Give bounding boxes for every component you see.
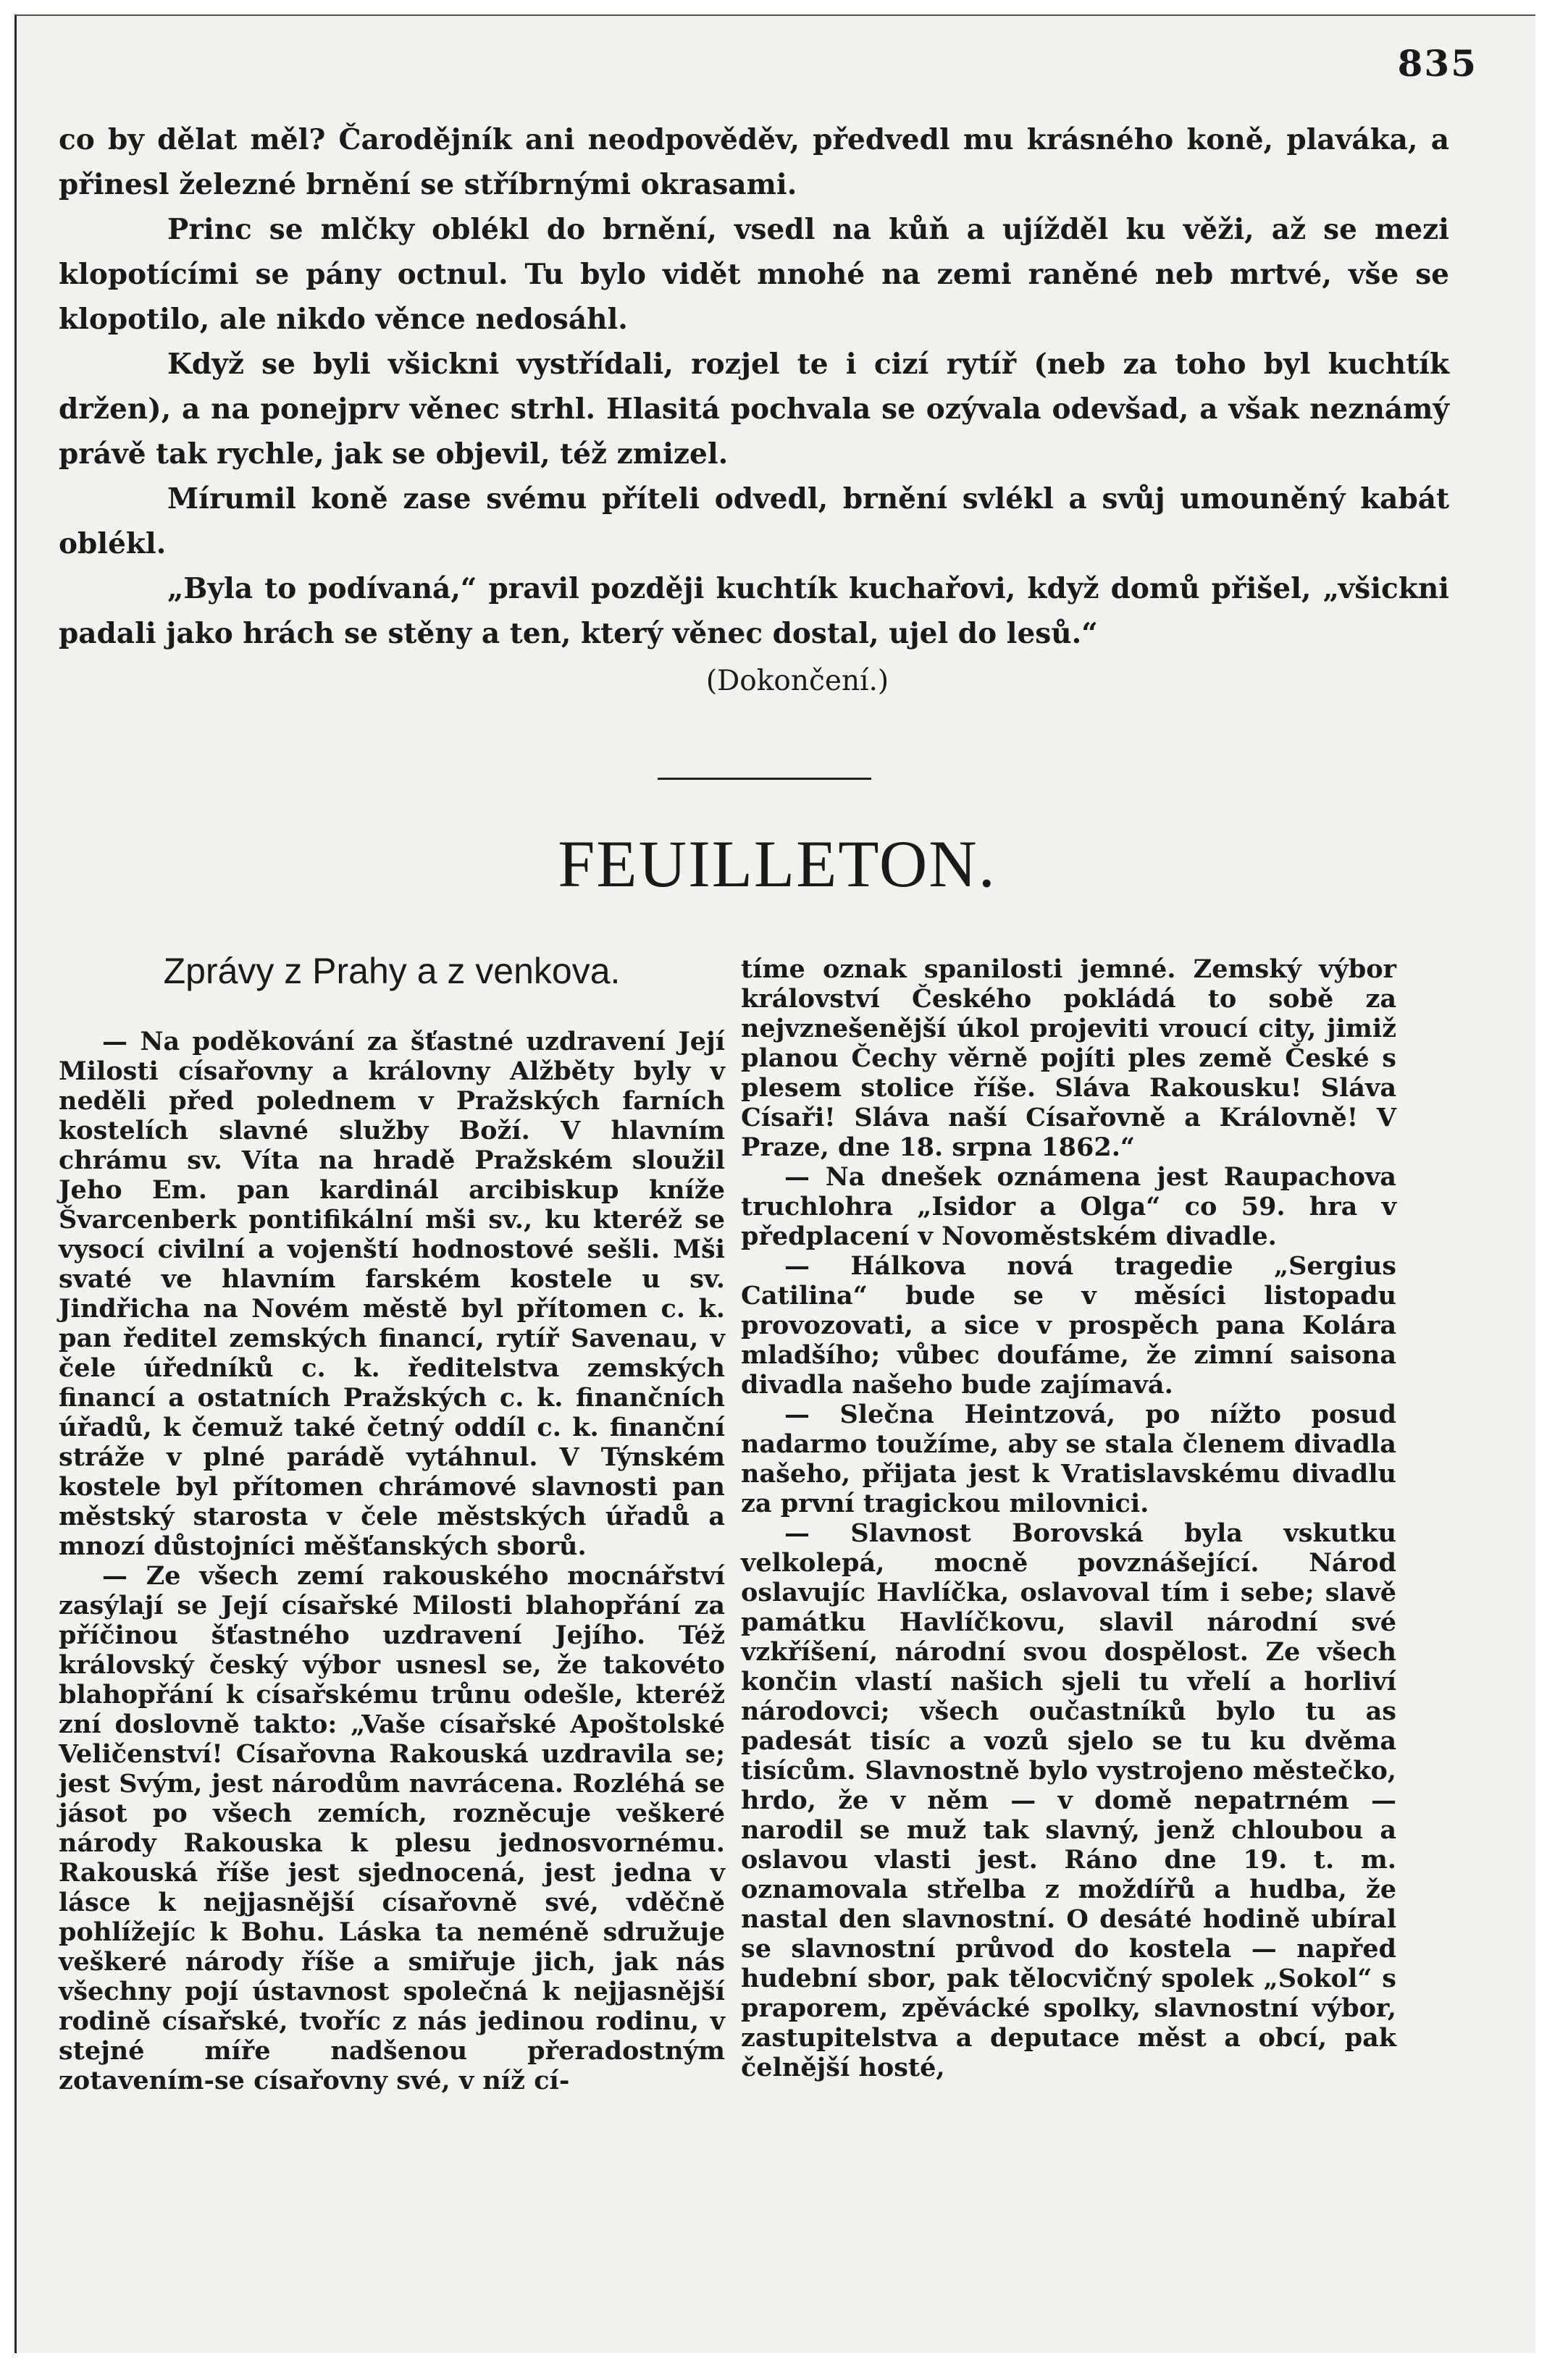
news-title: Zprávy z Prahy a z venkova. xyxy=(163,951,621,991)
news-item: — Ze všech zemí rakouského mocnářství zasýlají se Její císařské Milosti blahopřání za příčinou šťastného uzdravení Jejího. Též královský český výbor usnesl se, že takovéto blahopřání k císařskému trůnu odešle, kteréž zní doslovně takto: „Vaše císařské Apoštolské Veličenství! Císařovna Rakouská uzdravila se; jest Svým, jest národům navrácena. Rozléhá se jásot po všech zemích, rozněcuje veškeré národy Rakouska k plesu jednosvornému. Rakouská říše jest sjednocená, jest jedna v lásce k nejjasnější císařovně své, vděčně pohlížejíc k Bohu. Láska ta neméně sdružuje veškeré národy říše a smiřuje jich, jak nás všechny pojí ústavnost společná k nejjasnější rodině císařské, tvoříc z nás jedinou rodinu, v stejné míře nadšenou přeradostným zotavením-se císařovny své, v níž cí- xyxy=(59,1561,725,2095)
newspaper-page xyxy=(14,14,1535,2353)
story-paragraph: Princ se mlčky oblékl do brnění, vsedl na kůň a ujížděl ku věži, až se mezi klopotícími se pány octnul. Tu bylo vidět mnohé na zemi raněné neb mrtvé, vše se klopotilo, ale nikdo věnce nedosáhl. xyxy=(59,213,1449,336)
story-paragraph: Když se byli všickni vystřídali, rozjel te i cizí rytíř (neb za toho byl kuchtík držen), a na ponejprv věnec strhl. Hlasitá pochvala se ozývala odevšad, a však neznámý právě tak rychle, jak se objevil, též zmizel. xyxy=(59,348,1449,471)
news-item: — Na dnešek oznámena jest Raupachova truchlohra „Isidor a Olga“ co 59. hra v předplacení v Novoměstském divadle. xyxy=(741,1162,1396,1251)
story-paragraph: co by dělat měl? Čarodějník ani neodpověděv, předvedl mu krásného koně, plaváka, a přinesl železné brnění se stříbrnými okrasami. xyxy=(59,123,1449,201)
story-continuation xyxy=(59,117,1449,704)
news-item: — Slečna Heintzová, po nížto posud nadarmo toužíme, aby se stala členem divadla našeho, přijata jest k Vratislavskému divadlu za první tragickou milovnici. xyxy=(741,1400,1396,1518)
news-column-right xyxy=(741,954,1396,2082)
story-end-note: (Dokončení.) xyxy=(705,665,889,697)
story-paragraph: Mírumil koně zase svému příteli odvedl, brnění svlékl a svůj umouněný kabát oblékl. xyxy=(59,482,1449,560)
section-divider xyxy=(658,778,871,780)
story-paragraph: „Byla to podívaná,“ pravil později kuchtík kuchařovi, když domů přišel, „všickni padali jako hrách se stěny a ten, který věnec dostal, ujel do lesů.“ xyxy=(59,572,1449,650)
news-item: — Na poděkování za šťastné uzdravení Její Milosti císařovny a královny Alžběty byly v neděli před polednem v Pražských farních kostelích slavné služby Boží. V hlavním chrámu sv. Víta na hradě Pražském sloužil Jeho Em. pan kardinál arcibiskup kníže Švarcenberk pontifikální mši sv., ku kteréž se vysocí civilní a vojenští hodnostové sešli. Mši svaté ve hlavním farském kostele u sv. Jindřicha na Novém městě byl přítomen c. k. pan ředitel zemských financí, rytíř Savenau, v čele úředníků c. k. ředitelstva zemských financí a ostatních Pražských c. k. finančních úřadů, k čemuž také četný oddíl c. k. finanční stráže v plné parádě vytáhnul. V Týnském kostele byl přítomen chrámové slavnosti pan městský starosta v čele městských úřadů a mnozí důstojníci měšťanských sborů. xyxy=(59,1027,725,1561)
news-item-continuation: tíme oznak spanilosti jemné. Zemský výbor království Českého pokládá to sobě za nejvznešenější úkol projeviti vroucí city, jimiž planou Čechy věrně pojíti ples země České s plesem stolice říše. Sláva Rakousku! Sláva Císaři! Sláva naší Císařovně a Královně! V Praze, dne 18. srpna 1862.“ xyxy=(741,954,1396,1162)
news-item: — Slavnost Borovská byla vskutku velkolepá, mocně povznášející. Národ oslavujíc Havlíčka, oslavoval tím i sebe; slavě památku Havlíčkovu, slavil národní své vzkříšení, národní svou dospělost. Ze všech končin vlastí našich sjeli tu vřelí a horliví národovci; všech oučastníků bylo tu as padesát tisíc a vozů sjelo se tu ku dvěma tisícům. Slavnostně bylo vystrojeno městečko, hrdo, že v něm — v domě nepatrném — narodil se muž tak slavný, jenž chloubou a oslavou vlasti jest. Ráno dne 19. t. m. oznamovala střelba z moždířů a hudba, že nastal den slavnostní. O desáté hodině ubíral se slavnostní průvod do kostela — napřed hudební sbor, pak tělocvičný spolek „Sokol“ s praporem, zpěvácké spolky, slavnostní výbor, zastupitelstva a deputace měst a obcí, pak čelnější hosté, xyxy=(741,1518,1396,2082)
news-column-left xyxy=(59,950,725,2095)
page-number: 835 xyxy=(1397,42,1477,85)
section-header: FEUILLETON. xyxy=(558,827,997,901)
news-item: — Hálkova nová tragedie „Sergius Catilina“ bude se v měsíci listopadu provozovati, a sice v prospěch pana Kolára mladšího; vůbec doufáme, že zimní saisona divadla našeho bude zajímavá. xyxy=(741,1251,1396,1400)
